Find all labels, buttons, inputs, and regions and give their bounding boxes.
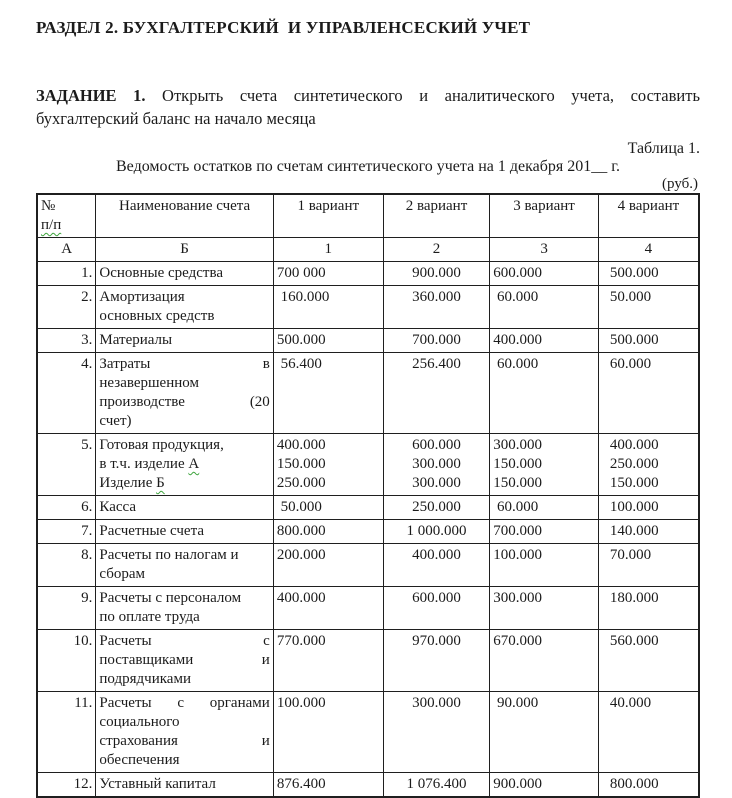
- table-row: [37, 519, 699, 543]
- text-line: 400.000: [276, 436, 326, 453]
- variant2-value-cell: [383, 629, 490, 691]
- header-cell-variant-2: [383, 194, 490, 238]
- subheader-cell-5: 3: [490, 237, 599, 261]
- text-line: 60.000: [493, 355, 539, 372]
- text-line: Основные средства: [99, 264, 224, 281]
- subheader-cell-6: 4: [598, 237, 699, 261]
- text-line: 300.000: [493, 589, 543, 606]
- text-line: Уставный капитал: [99, 775, 216, 792]
- variant1-value-cell: [273, 433, 383, 495]
- text-line: 670.000: [493, 632, 543, 649]
- variant1-value-cell: [273, 495, 383, 519]
- table-row: [37, 352, 699, 433]
- text-line: 100.000: [276, 694, 326, 711]
- text-line: 500.000: [609, 264, 659, 281]
- text-line: 900.000: [493, 775, 543, 792]
- text-line: Расчеты с: [99, 632, 270, 649]
- balance-table-body: [37, 194, 699, 797]
- text-line: Расчеты с персоналом: [99, 589, 242, 606]
- text-line: социального: [99, 713, 180, 730]
- text-line: 150.000: [493, 474, 543, 491]
- text-line: 100.000: [609, 498, 659, 515]
- text-line: Изделие Б: [99, 474, 165, 491]
- text-line: 50.000: [276, 498, 322, 515]
- text-line: 150.000: [276, 455, 326, 472]
- variant4-value-cell: [598, 772, 699, 797]
- spellcheck-squiggle: Б: [156, 474, 165, 491]
- text-line: Амортизация: [99, 288, 185, 305]
- text-line: 800.000: [276, 522, 326, 539]
- subheader-row: [37, 237, 699, 261]
- text-line: 180.000: [609, 589, 659, 606]
- text-line: сборам: [99, 565, 146, 582]
- variant1-value-cell: [273, 261, 383, 285]
- text-line: 60.000: [493, 288, 539, 305]
- variant1-value-cell: [273, 352, 383, 433]
- text-line: Материалы: [99, 331, 173, 348]
- variant1-value-cell: [273, 586, 383, 629]
- section-title: РАЗДЕЛ 2. БУХГАЛТЕРСКИЙ И УПРАВЛЕНСЕСКИЙ УЧЕТ: [36, 18, 531, 37]
- text-line: поставщиками и: [99, 651, 270, 668]
- variant2-value-cell: [383, 772, 490, 797]
- variant2-value-cell: [383, 495, 490, 519]
- variant2-value-cell: [383, 519, 490, 543]
- variant3-value-cell: [490, 352, 599, 433]
- variant3-value-cell: [490, 691, 599, 772]
- table-caption: Ведомость остатков по счетам синтетического учета на 1 декабря 201__ г.: [116, 157, 620, 175]
- text-line: 256.400: [412, 355, 461, 372]
- text-line: 700.000: [493, 522, 543, 539]
- row-number-cell: 6.: [37, 495, 96, 519]
- row-number-cell: 9.: [37, 586, 96, 629]
- text-line: 56.400: [276, 355, 322, 372]
- variant1-value-cell: [273, 328, 383, 352]
- text-line: 160.000: [276, 288, 330, 305]
- text-line: 600.000: [412, 589, 461, 606]
- header-cell-num: [37, 194, 96, 238]
- text-line: обеспечения: [99, 751, 180, 768]
- text-line: 250.000: [276, 474, 326, 491]
- variant4-value-cell: [598, 586, 699, 629]
- text-line: 300.000: [412, 455, 461, 472]
- row-number-cell: 12.: [37, 772, 96, 797]
- table-row: [37, 328, 699, 352]
- text-line: 300.000: [412, 694, 461, 711]
- variant4-value-cell: [598, 519, 699, 543]
- text-line: 300.000: [493, 436, 543, 453]
- text-line: 400.000: [276, 589, 326, 606]
- row-number-cell: 4.: [37, 352, 96, 433]
- text-line: 560.000: [609, 632, 659, 649]
- text-line: 400.000: [493, 331, 543, 348]
- variant1-value-cell: [273, 519, 383, 543]
- variant3-value-cell: [490, 629, 599, 691]
- variant4-value-cell: [598, 261, 699, 285]
- subheader-cell-3: 1: [273, 237, 383, 261]
- text-line: 600.000: [412, 436, 461, 453]
- variant4-value-cell: [598, 629, 699, 691]
- header-row: [37, 194, 699, 238]
- account-name-cell: [96, 328, 273, 352]
- variant3-value-cell: [490, 772, 599, 797]
- text-line: 1 вариант: [297, 197, 360, 214]
- text-line: 140.000: [609, 522, 659, 539]
- unit-note: (руб.): [662, 175, 698, 192]
- subheader-cell-2: Б: [96, 237, 273, 261]
- account-name-cell: [96, 586, 273, 629]
- text-line: 2 вариант: [405, 197, 468, 214]
- variant2-value-cell: [383, 352, 490, 433]
- variant2-value-cell: [383, 543, 490, 586]
- text-line: 1 000.000: [406, 522, 467, 539]
- text-line: 60.000: [609, 355, 652, 372]
- account-name-cell: [96, 772, 273, 797]
- text-line: 876.400: [276, 775, 326, 792]
- text-line: 200.000: [276, 546, 326, 563]
- variant3-value-cell: [490, 519, 599, 543]
- variant4-value-cell: [598, 328, 699, 352]
- text-line: 500.000: [609, 331, 659, 348]
- table-number-label: Таблица 1.: [627, 139, 700, 157]
- text-line: 400.000: [412, 546, 461, 563]
- variant1-value-cell: [273, 772, 383, 797]
- spellcheck-squiggle: А: [188, 455, 200, 472]
- variant2-value-cell: [383, 433, 490, 495]
- variant2-value-cell: [383, 285, 490, 328]
- text-line: 3 вариант: [513, 197, 575, 214]
- text-line: 150.000: [493, 455, 543, 472]
- text-line: в т.ч. изделие А: [99, 455, 200, 472]
- row-number-cell: 5.: [37, 433, 96, 495]
- account-name-cell: [96, 261, 273, 285]
- text-line: Касса: [99, 498, 137, 515]
- text-line: 970.000: [412, 632, 461, 649]
- text-line: незавершенном: [99, 374, 199, 391]
- task-label: ЗАДАНИЕ 1.: [36, 86, 146, 105]
- text-line: 150.000: [609, 474, 659, 491]
- row-number-cell: 1.: [37, 261, 96, 285]
- variant4-value-cell: [598, 691, 699, 772]
- text-line: подрядчиками: [99, 670, 191, 687]
- text-line: 100.000: [493, 546, 543, 563]
- variant2-value-cell: [383, 586, 490, 629]
- text-line: 900.000: [412, 264, 461, 281]
- table-row: [37, 285, 699, 328]
- text-line: 300.000: [412, 474, 461, 491]
- text-line: 50.000: [609, 288, 652, 305]
- variant2-value-cell: [383, 691, 490, 772]
- table-row: [37, 586, 699, 629]
- task-text: Открыть счета синтетического и аналитического учета, составить бухгалтерский баланс на начало месяца: [36, 86, 700, 129]
- table-row: [37, 629, 699, 691]
- account-name-cell: [96, 433, 273, 495]
- text-line: Готовая продукция,: [99, 436, 224, 453]
- account-name-cell: [96, 352, 273, 433]
- variant3-value-cell: [490, 328, 599, 352]
- table-row: [37, 772, 699, 797]
- header-cell-variant-3: [490, 194, 599, 238]
- row-number-cell: 11.: [37, 691, 96, 772]
- variant3-value-cell: [490, 543, 599, 586]
- text-line: производстве (20: [99, 393, 270, 410]
- variant1-value-cell: [273, 543, 383, 586]
- text-line: основных средств: [99, 307, 215, 324]
- header-cell-variant-1: [273, 194, 383, 238]
- text-line: 800.000: [609, 775, 659, 792]
- text-line: Расчетные счета: [99, 522, 204, 539]
- row-number-cell: 8.: [37, 543, 96, 586]
- variant3-value-cell: [490, 433, 599, 495]
- account-name-cell: [96, 629, 273, 691]
- text-line: 70.000: [609, 546, 652, 563]
- variant2-value-cell: [383, 261, 490, 285]
- text-line: 600.000: [493, 264, 543, 281]
- variant2-value-cell: [383, 328, 490, 352]
- variant3-value-cell: [490, 285, 599, 328]
- variant1-value-cell: [273, 691, 383, 772]
- row-number-cell: 3.: [37, 328, 96, 352]
- subheader-cell-1: А: [37, 237, 96, 261]
- row-number-cell: 2.: [37, 285, 96, 328]
- variant3-value-cell: [490, 261, 599, 285]
- text-line: 250.000: [412, 498, 461, 515]
- spellcheck-squiggle: п/п: [41, 216, 62, 233]
- account-name-cell: [96, 543, 273, 586]
- account-name-cell: [96, 285, 273, 328]
- text-line: 500.000: [276, 331, 326, 348]
- text-line: по оплате труда: [99, 608, 200, 625]
- account-name-cell: [96, 519, 273, 543]
- text-line: 60.000: [493, 498, 539, 515]
- variant3-value-cell: [490, 495, 599, 519]
- text-line: Расчеты с органами: [99, 694, 270, 711]
- variant4-value-cell: [598, 543, 699, 586]
- text-line: Наименование счета: [119, 197, 251, 214]
- balance-sheet-table: [36, 193, 700, 798]
- text-line: 1 076.400: [406, 775, 467, 792]
- table-row: [37, 261, 699, 285]
- text-line: №: [41, 197, 56, 214]
- text-line: 90.000: [493, 694, 539, 711]
- variant4-value-cell: [598, 433, 699, 495]
- variant4-value-cell: [598, 495, 699, 519]
- variant3-value-cell: [490, 586, 599, 629]
- text-line: 700 000: [276, 264, 326, 281]
- text-line: страхования и: [99, 732, 270, 749]
- row-number-cell: 10.: [37, 629, 96, 691]
- text-line: 250.000: [609, 455, 659, 472]
- variant4-value-cell: [598, 285, 699, 328]
- text-line: 360.000: [412, 288, 461, 305]
- header-cell-variant-4: [598, 194, 699, 238]
- text-line: Затраты в: [99, 355, 270, 372]
- row-number-cell: 7.: [37, 519, 96, 543]
- table-row: [37, 495, 699, 519]
- account-name-cell: [96, 495, 273, 519]
- variant4-value-cell: [598, 352, 699, 433]
- task-paragraph: [36, 84, 700, 131]
- variant1-value-cell: [273, 629, 383, 691]
- text-line: 4 вариант: [617, 197, 680, 214]
- text-line: 770.000: [276, 632, 326, 649]
- text-line: 40.000: [609, 694, 652, 711]
- text-line: счет): [99, 412, 132, 429]
- text-line: [41, 216, 92, 235]
- text-line: 700.000: [412, 331, 461, 348]
- table-row: [37, 543, 699, 586]
- subheader-cell-4: 2: [383, 237, 490, 261]
- text-line: 400.000: [609, 436, 659, 453]
- account-name-cell: [96, 691, 273, 772]
- variant1-value-cell: [273, 285, 383, 328]
- text-line: Расчеты по налогам и: [99, 546, 239, 563]
- header-cell-name: [96, 194, 273, 238]
- table-row: [37, 691, 699, 772]
- table-row: [37, 433, 699, 495]
